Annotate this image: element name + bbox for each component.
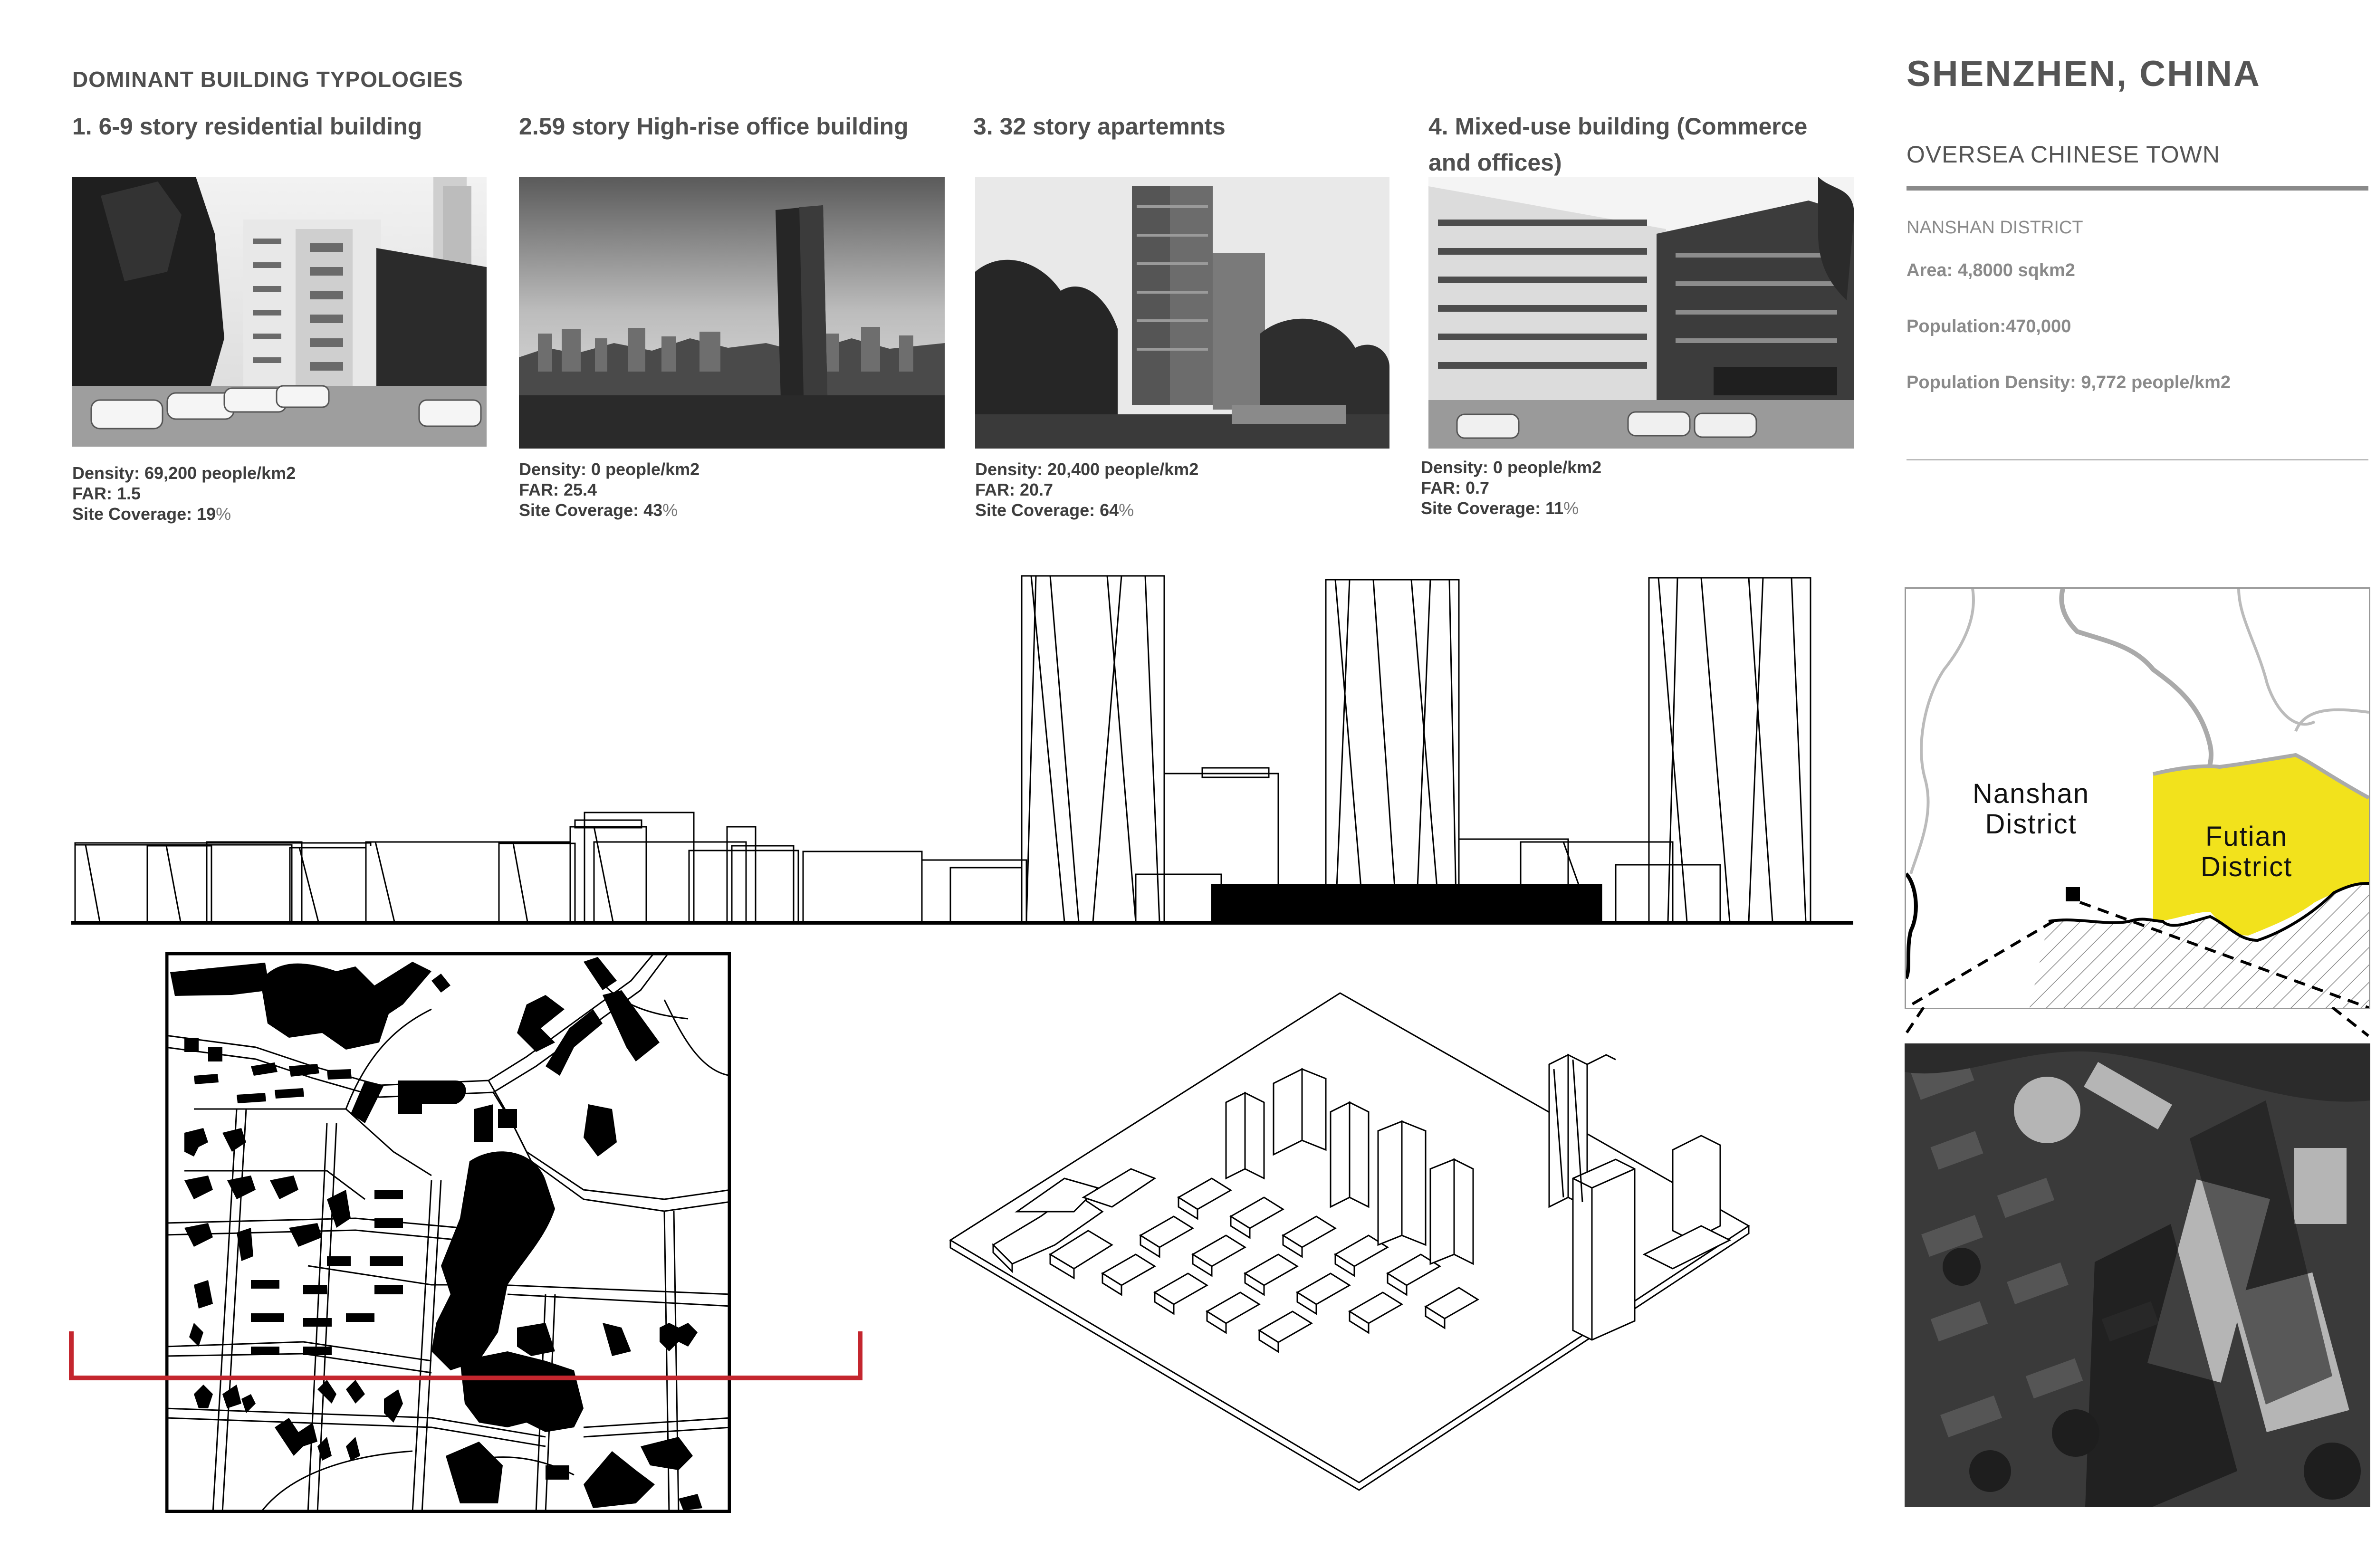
typology-2-stats bbox=[519, 459, 699, 520]
typology-2-title: 2.59 story High-rise office building bbox=[519, 113, 909, 140]
population-density-value: Population Density: 9,772 people/km2 bbox=[1907, 373, 2231, 392]
section-cut-line bbox=[67, 1331, 866, 1384]
typology-1-stats bbox=[72, 463, 296, 524]
typology-3-stats bbox=[975, 459, 1198, 520]
nanshan-label bbox=[1973, 779, 2089, 840]
typology-4-title-line2: and offices) bbox=[1428, 149, 1562, 176]
typology-3-title: 3. 32 story apartemnts bbox=[973, 113, 1226, 140]
sidebar-divider-thick bbox=[1907, 186, 2368, 191]
typology-4-density: Density: 0 people/km2 bbox=[1421, 458, 1602, 477]
typology-2-density: Density: 0 people/km2 bbox=[519, 459, 700, 479]
typology-4-far: FAR: 0.7 bbox=[1421, 478, 1490, 497]
axonometric-model bbox=[931, 988, 1787, 1492]
futian-label bbox=[2201, 822, 2292, 882]
district-map bbox=[1905, 587, 2370, 1009]
typology-4-title bbox=[1428, 108, 1807, 181]
area-value: Area: 4,8000 sqkm2 bbox=[1907, 260, 2075, 280]
typology-3-photo bbox=[975, 177, 1389, 449]
typology-2-photo bbox=[519, 177, 945, 449]
typology-2-coverage: Site Coverage: 43% bbox=[519, 500, 678, 520]
nanshan-label-line1: Nanshan bbox=[1973, 778, 2090, 809]
typology-4-title-line1: 4. Mixed-use building (Commerce bbox=[1428, 113, 1808, 140]
typology-4-stats bbox=[1421, 457, 1601, 518]
typology-2-far: FAR: 25.4 bbox=[519, 480, 597, 499]
nanshan-label-line2: District bbox=[1985, 809, 2077, 840]
aerial-photo bbox=[1905, 1043, 2370, 1507]
futian-label-line1: Futian bbox=[2205, 821, 2288, 852]
population-value: Population:470,000 bbox=[1907, 316, 2071, 336]
typology-1-coverage: Site Coverage: 19% bbox=[72, 504, 231, 524]
typology-1-title: 1. 6-9 story residential building bbox=[72, 113, 422, 140]
town-subtitle: OVERSEA CHINESE TOWN bbox=[1907, 141, 2220, 168]
typology-4-photo bbox=[1428, 177, 1854, 449]
typology-3-far: FAR: 20.7 bbox=[975, 480, 1054, 499]
city-title: SHENZHEN, CHINA bbox=[1907, 54, 2261, 94]
futian-label-line2: District bbox=[2201, 851, 2293, 882]
typology-4-coverage: Site Coverage: 11% bbox=[1421, 498, 1579, 518]
section-title: DOMINANT BUILDING TYPOLOGIES bbox=[72, 67, 463, 92]
typology-1-photo bbox=[72, 177, 487, 447]
typology-1-density: Density: 69,200 people/km2 bbox=[72, 463, 296, 483]
typology-3-density: Density: 20,400 people/km2 bbox=[975, 459, 1199, 479]
district-label: NANSHAN DISTRICT bbox=[1907, 218, 2083, 238]
map-leader-extension bbox=[1905, 1007, 2370, 1041]
street-section-elevation bbox=[71, 570, 1853, 927]
typology-3-coverage: Site Coverage: 64% bbox=[975, 500, 1134, 520]
typology-1-far: FAR: 1.5 bbox=[72, 484, 141, 503]
sidebar-divider-thin bbox=[1907, 459, 2368, 460]
figure-ground-plan bbox=[165, 952, 731, 1513]
